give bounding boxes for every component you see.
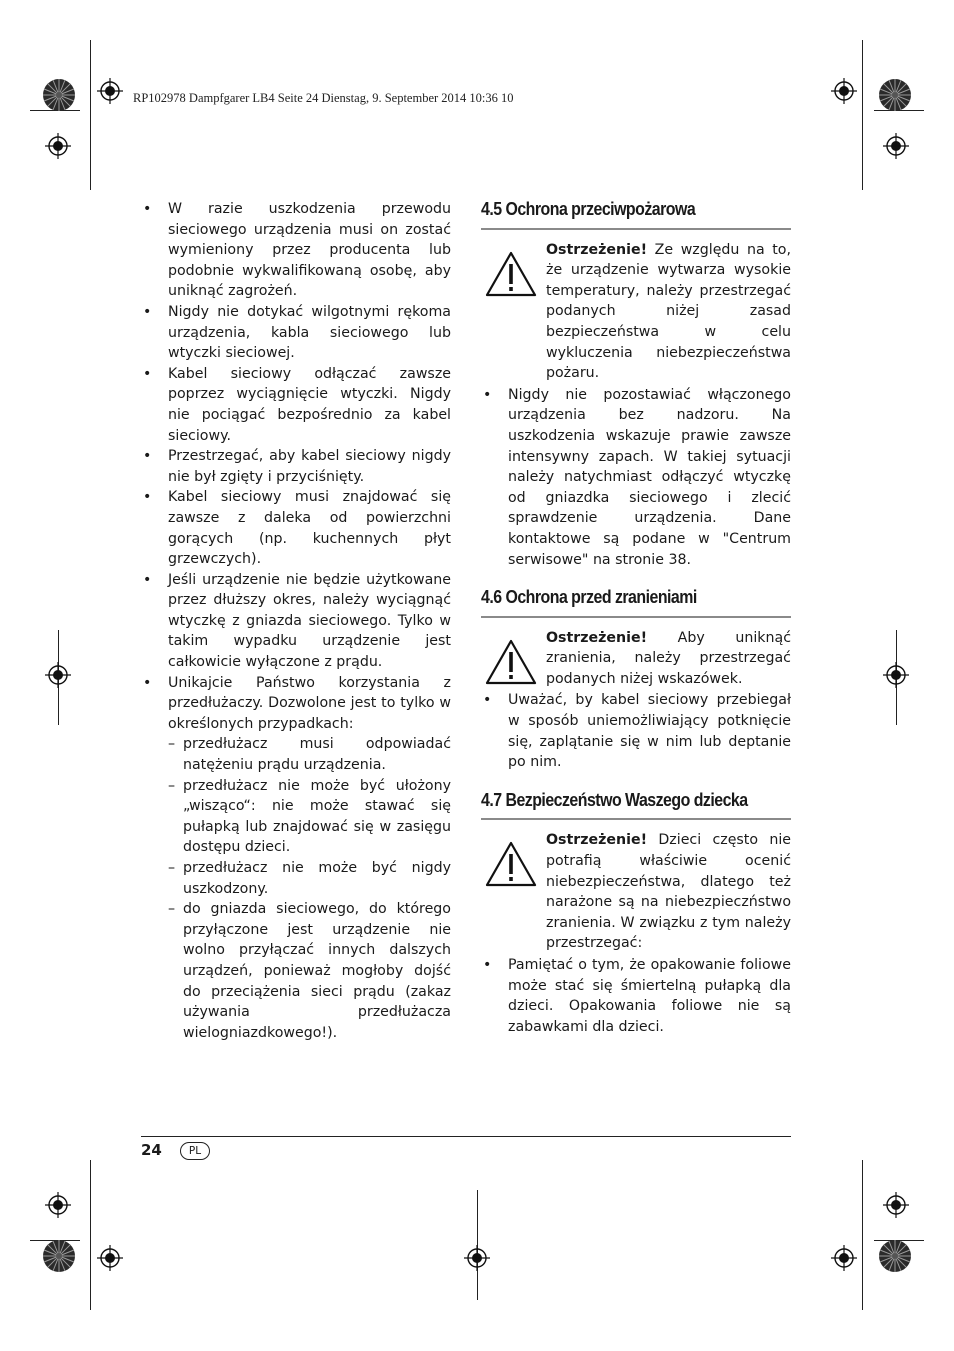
section-list — [481, 385, 791, 570]
warning-text — [546, 240, 791, 384]
list-item: • Kabel sieciowy odłączać zawsze poprzez wyciągnięcie wtyczki. Nigdy nie pociągać bezpośrednio za kabel sieciowy. — [141, 364, 451, 446]
section-divider — [481, 818, 791, 820]
section-child-safety — [481, 790, 791, 1038]
warning-box — [481, 628, 791, 690]
section-list — [481, 690, 791, 772]
language-badge: PL — [180, 1142, 210, 1160]
safety-list — [141, 199, 451, 1043]
print-header: RP102978 Dampfgarer LB4 Seite 24 Dienstag, 9. September 2014 10:36 10 — [133, 91, 514, 105]
registration-mark-icon — [45, 1192, 71, 1218]
list-item: • Pamiętać o tym, że opakowanie foliowe może stać się śmiertelną pułapką dla dzieci. Opakowania foliowe nie są zabawkami dla dzieci. — [481, 955, 791, 1037]
section-title: 4.6 Ochrona przed zranieniami — [481, 586, 697, 608]
section-fire-protection — [481, 199, 791, 570]
warning-body: Aby uniknąć zranienia, należy przestrzegać podanych niżej wskazówek. — [546, 629, 791, 687]
warning-label: Ostrzeżenie! — [546, 629, 648, 646]
color-rosette-icon — [42, 78, 76, 112]
sub-list — [168, 734, 451, 1043]
crop-line — [862, 40, 863, 190]
footer-divider — [141, 1136, 791, 1137]
right-column — [481, 199, 791, 1037]
section-injury-protection — [481, 587, 791, 773]
warning-label: Ostrzeżenie! — [546, 241, 648, 258]
list-item: • Uważać, by kabel sieciowy przebiegał w sposób uniemożliwiający potknięcie się, zaplątanie się w nim lub deptanie po nim. — [481, 690, 791, 772]
color-rosette-icon — [42, 1239, 76, 1273]
registration-mark-icon — [464, 1245, 490, 1271]
list-item: • Nigdy nie pozostawiać włączonego urządzenia bez nadzoru. Na uszkodzenia wskazuje prawie zawsze intensywny zapach. W takiej sytuacji należy natychmiast odłączyć wtyczkę od gniazdka sieciowego i zlecić sprawdzenie urządzenia. Dane kontaktowe są podane w "Centrum serwisowe" na stronie 38. — [481, 385, 791, 570]
registration-mark-icon — [45, 133, 71, 159]
color-rosette-icon — [878, 1239, 912, 1273]
registration-mark-icon — [97, 1245, 123, 1271]
registration-mark-icon — [883, 133, 909, 159]
warning-label: Ostrzeżenie! — [546, 832, 648, 849]
section-title: 4.7 Bezpieczeństwo Waszego dziecka — [481, 788, 748, 810]
sub-list-item: – przedłużacz nie może być nigdy uszkodzony. — [168, 858, 451, 899]
color-rosette-icon — [878, 78, 912, 112]
list-item: • Jeśli urządzenie nie będzie użytkowane przez dłuższy okres, należy wyciągnąć wtyczkę z gniazda sieciowego. Tylko w takim wypadku urządzenie jest całkowicie wyłączone z prądu. — [141, 570, 451, 673]
section-list — [481, 955, 791, 1037]
registration-mark-icon — [883, 1192, 909, 1218]
warning-body: Ze względu na to, że urządzenie wytwarza wysokie temperatury, należy przestrzegać podanych niżej zasad bezpieczeństwa w celu wykluczenia niebezpieczeństwa pożaru. — [546, 241, 791, 382]
registration-mark-icon — [831, 1245, 857, 1271]
warning-triangle-icon — [485, 638, 537, 686]
warning-body: Dzieci często nie potrafią właściwie ocenić niebezpieczeństwa, dlatego też narażone są na niebezpieczństwo zranienia. W związku z tym należy przestrzegać: — [546, 832, 791, 952]
list-item-text: Unikajcie Państwo korzystania z przedłużaczy. Dozwolone jest to tylko w określonych przypadkach: — [168, 674, 451, 732]
section-title: 4.5 Ochrona przeciwpożarowa — [481, 198, 696, 219]
registration-mark-icon — [831, 78, 857, 104]
sub-list-item: – przedłużacz nie może być ułożony „wisząco“: nie może stawać się pułapką lub znajdować się w zasięgu dostępu dzieci. — [168, 776, 451, 858]
warning-text — [546, 830, 791, 954]
section-divider — [481, 228, 791, 230]
list-item: • Przestrzegać, aby kabel sieciowy nigdy nie był zgięty i przyciśnięty. — [141, 446, 451, 487]
warning-box — [481, 830, 791, 954]
crop-line — [862, 1160, 863, 1310]
list-item — [141, 673, 451, 1044]
registration-mark-icon — [45, 662, 71, 688]
sub-list-item: – przedłużacz musi odpowiadać natężeniu prądu urządzenia. — [168, 734, 451, 775]
left-column — [141, 199, 451, 1043]
sub-list-item: – do gniazda sieciowego, do którego przyłączone jest urządzenie nie wolno przyłączać innych dalszych urządzeń, ponieważ mogłoby dojść do przeciążenia sieci prądu (zakaz używania przedłużacza wielogniazdkowego!). — [168, 899, 451, 1043]
warning-text — [546, 628, 791, 690]
crop-line — [90, 1160, 91, 1310]
list-item: • W razie uszkodzenia przewodu sieciowego urządzenia musi on zostać wymieniony przez producenta lub podobnie wykwalifikowaną osobę, aby uniknąć zagrożeń. — [141, 199, 451, 302]
warning-box — [481, 240, 791, 384]
registration-mark-icon — [97, 78, 123, 104]
warning-triangle-icon — [485, 840, 537, 888]
crop-line — [90, 40, 91, 190]
page-number: 24 — [141, 1141, 162, 1159]
list-item: • Kabel sieciowy musi znajdować się zawsze z daleka od powierzchni gorących (np. kuchennych płyt grzewczych). — [141, 487, 451, 569]
registration-mark-icon — [883, 662, 909, 688]
list-item: • Nigdy nie dotykać wilgotnymi rękoma urządzenia, kabla sieciowego lub wtyczki sieciowej. — [141, 302, 451, 364]
warning-triangle-icon — [485, 250, 537, 298]
section-divider — [481, 616, 791, 618]
